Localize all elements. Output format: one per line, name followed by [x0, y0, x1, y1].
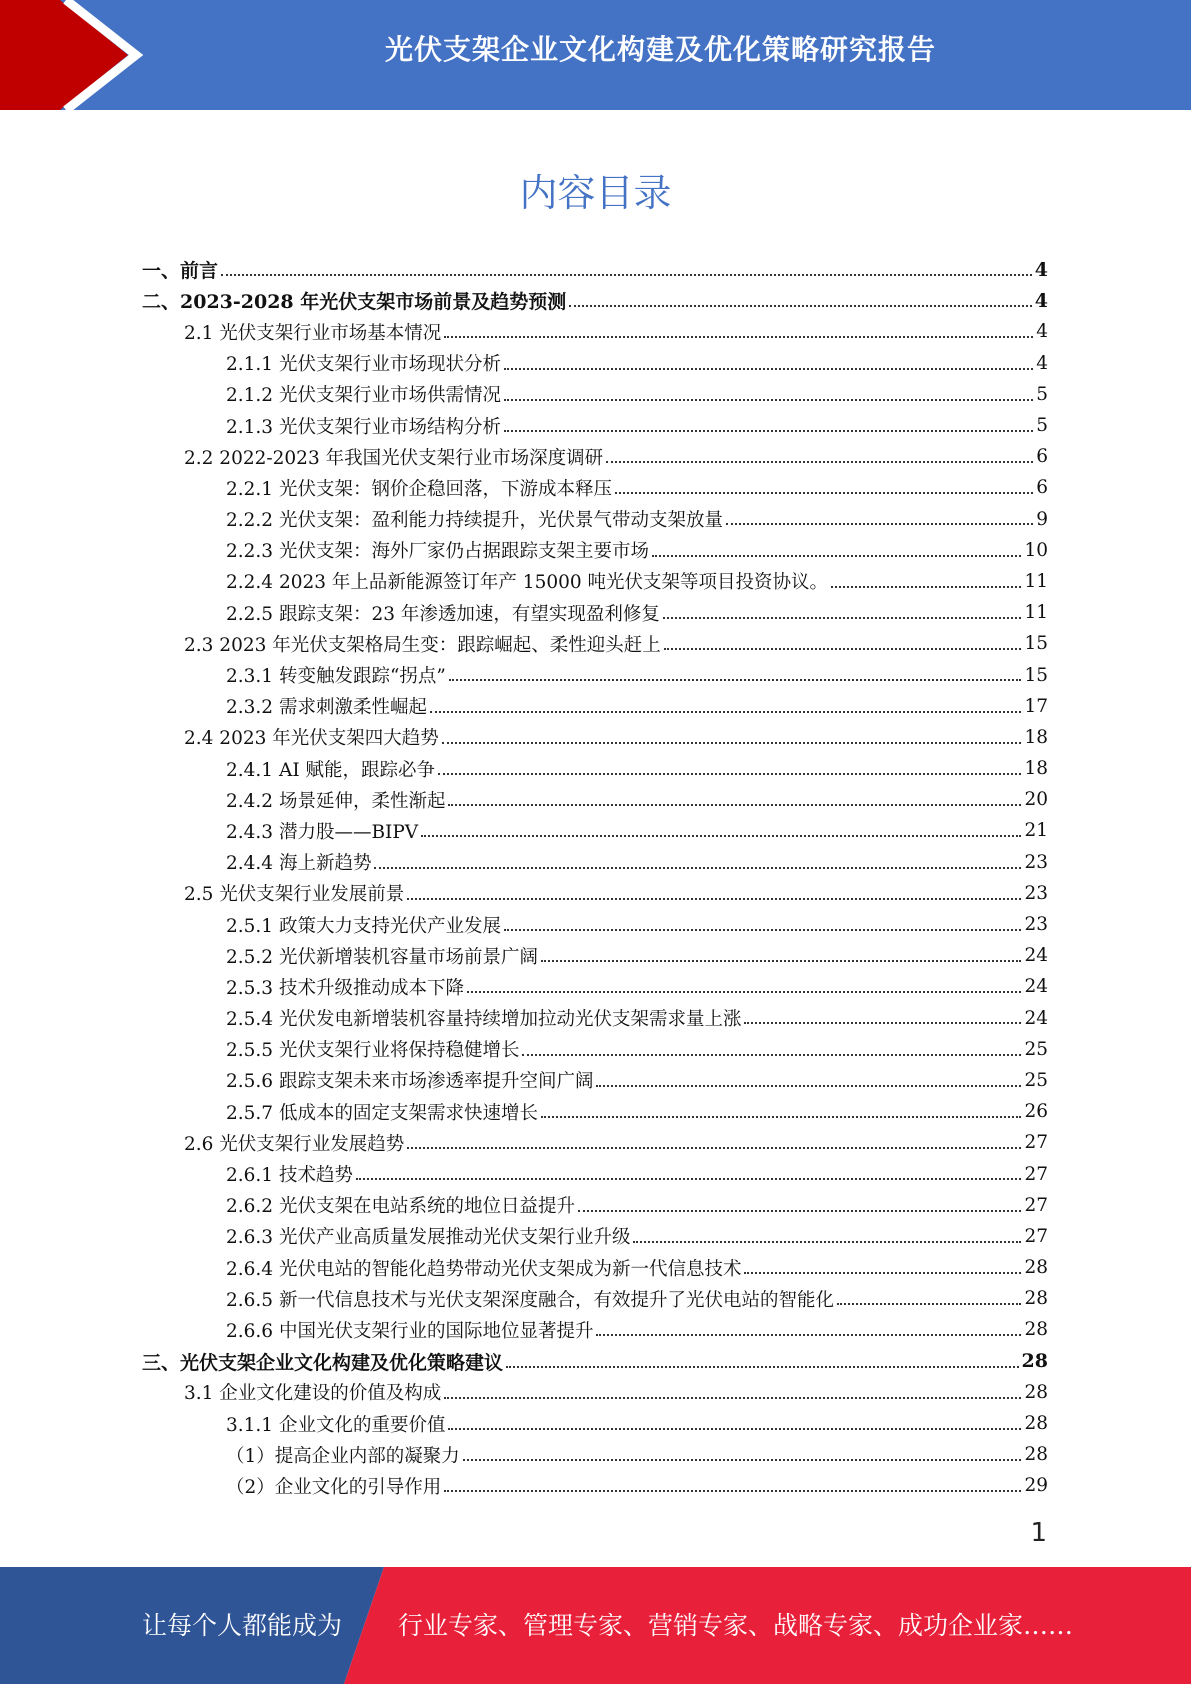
header-banner	[0, 0, 1191, 110]
toc-page-number: 21	[1024, 820, 1048, 842]
toc-entry[interactable]	[142, 316, 1048, 347]
toc-page-number: 5	[1036, 415, 1048, 437]
toc-entry[interactable]	[142, 1221, 1048, 1252]
toc-entry-title: （1）提高企业内部的凝聚力	[226, 1445, 460, 1467]
toc-page-number: 23	[1024, 851, 1048, 873]
toc-entry-title: 2.1.3 光伏支架行业市场结构分析	[226, 416, 501, 438]
footer-slogan-left: 让每个人都能成为	[142, 1611, 343, 1640]
toc-entry[interactable]	[142, 1314, 1048, 1345]
toc-page-number: 9	[1036, 508, 1048, 530]
toc-entry[interactable]	[142, 1065, 1048, 1096]
toc-entry-title: 2.2.5 跟踪支架：23 年渗透加速，有望实现盈利修复	[226, 603, 660, 625]
toc-dot-leader	[522, 1039, 1021, 1056]
toc-entry[interactable]	[142, 1003, 1048, 1034]
toc-page-number: 28	[1024, 1444, 1048, 1466]
toc-entry[interactable]	[142, 379, 1048, 410]
toc-page-number: 24	[1024, 1007, 1048, 1029]
toc-page-number: 6	[1036, 446, 1048, 468]
toc-page-number: 27	[1024, 1163, 1048, 1185]
toc-entry-title: 2.6.5 新一代信息技术与光伏支架深度融合，有效提升了光伏电站的智能化	[226, 1289, 834, 1311]
toc-entry[interactable]	[142, 815, 1048, 846]
toc-entry-title: 2.5.5 光伏支架行业将保持稳健增长	[226, 1040, 520, 1062]
toc-page-number: 17	[1024, 695, 1048, 717]
toc-dot-leader	[831, 571, 1021, 588]
toc-page-number: 24	[1024, 945, 1048, 967]
toc-page-number: 15	[1024, 633, 1048, 655]
toc-page-number: 20	[1024, 789, 1048, 811]
toc-page-number: 25	[1024, 1038, 1048, 1060]
toc-entry-title: 2.5.4 光伏发电新增装机容量持续增加拉动光伏支架需求量上涨	[226, 1009, 742, 1031]
toc-dot-leader	[652, 540, 1021, 557]
toc-dot-leader	[837, 1288, 1021, 1305]
toc-dot-leader	[596, 1070, 1021, 1087]
toc-entry-title: 2.4.2 场景延伸，柔性渐起	[226, 790, 446, 812]
toc-entry[interactable]	[142, 847, 1048, 878]
toc-dot-leader	[726, 509, 1033, 526]
toc-dot-leader	[744, 1257, 1021, 1274]
toc-entry[interactable]	[142, 1377, 1048, 1408]
toc-entry[interactable]	[142, 1158, 1048, 1189]
toc-entry-title: 2.6.2 光伏支架在电站系统的地位日益提升	[226, 1196, 575, 1218]
toc-entry[interactable]	[142, 1190, 1048, 1221]
toc-page-number: 6	[1036, 477, 1048, 499]
toc-entry-title: 一、前言	[142, 260, 219, 283]
toc-dot-leader	[467, 977, 1021, 994]
toc-dot-leader	[578, 1195, 1021, 1212]
toc-entry-title: 2.2.1 光伏支架：钢价企稳回落，下游成本释压	[226, 478, 612, 500]
toc-entry-title: 2.1.2 光伏支架行业市场供需情况	[226, 385, 501, 407]
toc-entry-title: 3.1 企业文化建设的价值及构成	[184, 1383, 442, 1405]
toc-entry-title: 2.2 2022-2023 年我国光伏支架行业市场深度调研	[184, 447, 604, 469]
footer-banner	[0, 1567, 1191, 1684]
toc-page-number: 18	[1024, 758, 1048, 780]
toc-dot-leader	[221, 259, 1032, 276]
toc-dot-leader	[633, 1226, 1021, 1243]
toc-entry-title: 2.3 2023 年光伏支架格局生变：跟踪崛起、柔性迎头赶上	[184, 634, 661, 656]
toc-entry[interactable]	[142, 1034, 1048, 1065]
toc-entry[interactable]	[142, 254, 1048, 285]
toc-entry-title: 2.4.4 海上新趋势	[226, 853, 372, 875]
toc-entry-title: 2.6.4 光伏电站的智能化趋势带动光伏支架成为新一代信息技术	[226, 1258, 742, 1280]
toc-dot-leader	[615, 478, 1033, 495]
toc-entry[interactable]	[142, 1283, 1048, 1314]
toc-entry-title: 2.4 2023 年光伏支架四大趋势	[184, 728, 439, 750]
toc-dot-leader	[444, 322, 1033, 339]
toc-dot-leader	[374, 852, 1021, 869]
toc-entry[interactable]	[142, 410, 1048, 441]
toc-dot-leader	[504, 914, 1021, 931]
toc-entry-title: 2.2.3 光伏支架：海外厂家仍占据跟踪支架主要市场	[226, 541, 649, 563]
toc-entry[interactable]	[142, 971, 1048, 1002]
toc-dot-leader	[506, 1351, 1019, 1368]
toc-entry[interactable]	[142, 1096, 1048, 1127]
toc-entry-title: 2.6.6 中国光伏支架行业的国际地位显著提升	[226, 1320, 594, 1342]
toc-dot-leader	[442, 727, 1022, 744]
toc-page-number: 5	[1036, 383, 1048, 405]
toc-entry[interactable]	[142, 441, 1048, 472]
toc-entry-title: 2.1.1 光伏支架行业市场现状分析	[226, 354, 501, 376]
toc-entry-title: 2.1 光伏支架行业市场基本情况	[184, 322, 442, 344]
toc-entry-title: 2.4.3 潜力股——BIPV	[226, 821, 419, 843]
toc-entry-title: 2.2.2 光伏支架：盈利能力持续提升，光伏景气带动支架放量	[226, 510, 723, 532]
toc-entry-title: 2.6.1 技术趋势	[226, 1165, 353, 1187]
toc-entry-title: 三、光伏支架企业文化构建及优化策略建议	[142, 1351, 504, 1374]
toc-page-number: 4	[1036, 321, 1048, 343]
toc-dot-leader	[504, 384, 1033, 401]
toc-dot-leader	[541, 1101, 1021, 1118]
toc-page-number: 18	[1024, 726, 1048, 748]
toc-page-number: 23	[1024, 914, 1048, 936]
toc-entry-title: 2.3.1 转变触发跟踪“拐点”	[226, 666, 446, 688]
toc-entry-title: 2.5 光伏支架行业发展前景	[184, 884, 405, 906]
toc-dot-leader	[444, 1476, 1021, 1493]
toc-dot-leader	[421, 821, 1021, 838]
toc-entry[interactable]	[142, 784, 1048, 815]
toc-entry[interactable]	[142, 1346, 1048, 1377]
toc-page-number: 25	[1024, 1069, 1048, 1091]
toc-entry[interactable]	[142, 909, 1048, 940]
toc-page-number: 4	[1034, 289, 1048, 312]
toc-entry[interactable]	[142, 1408, 1048, 1439]
toc-page-number: 28	[1024, 1413, 1048, 1435]
toc-entry-title: 2.4.1 AI 赋能，跟踪必争	[226, 759, 436, 781]
toc-dot-leader	[430, 696, 1021, 713]
toc-dot-leader	[504, 353, 1033, 370]
toc-dot-leader	[444, 1382, 1021, 1399]
toc-entry-title: 2.3.2 需求刺激柔性崛起	[226, 697, 427, 719]
toc-dot-leader	[596, 1320, 1021, 1337]
toc-page-number: 27	[1024, 1132, 1048, 1154]
toc-page-number: 4	[1034, 258, 1048, 281]
toc-dot-leader	[744, 1008, 1021, 1025]
toc-entry[interactable]	[142, 1127, 1048, 1158]
toc-entry[interactable]	[142, 1470, 1048, 1501]
toc-entry[interactable]	[142, 472, 1048, 503]
toc-entry-title: 2.2.4 2023 年上品新能源签订年产 15000 吨光伏支架等项目投资协议。	[226, 572, 829, 594]
toc-entry-title: 3.1.1 企业文化的重要价值	[226, 1414, 446, 1436]
toc-entry[interactable]	[142, 348, 1048, 379]
toc-entry[interactable]	[142, 753, 1048, 784]
toc-entry-title: （2）企业文化的引导作用	[226, 1476, 442, 1498]
table-of-contents	[142, 254, 1048, 1502]
toc-entry[interactable]	[142, 597, 1048, 628]
toc-entry-title: 2.5.7 低成本的固定支架需求快速增长	[226, 1102, 538, 1124]
toc-page-number: 4	[1036, 352, 1048, 374]
toc-dot-leader	[448, 1413, 1021, 1430]
report-title: 光伏支架企业文化构建及优化策略研究报告	[384, 33, 936, 66]
footer-slogan-right: 行业专家、管理专家、营销专家、战略专家、成功企业家……	[398, 1611, 1074, 1640]
toc-page-number: 11	[1024, 570, 1048, 592]
toc-dot-leader	[407, 1132, 1021, 1149]
toc-entry-title: 2.6 光伏支架行业发展趋势	[184, 1133, 405, 1155]
toc-dot-leader	[463, 1444, 1022, 1461]
toc-page-number: 28	[1021, 1350, 1048, 1373]
toc-entry-title: 二、2023-2028 年光伏支架市场前景及趋势预测	[142, 291, 567, 314]
toc-entry[interactable]	[142, 285, 1048, 316]
toc-dot-leader	[569, 290, 1032, 307]
toc-page-number: 10	[1024, 539, 1048, 561]
toc-entry[interactable]	[142, 628, 1048, 659]
toc-entry[interactable]	[142, 940, 1048, 971]
toc-dot-leader	[448, 789, 1021, 806]
toc-page-number: 28	[1024, 1319, 1048, 1341]
toc-page-number: 23	[1024, 882, 1048, 904]
toc-page-number: 27	[1024, 1194, 1048, 1216]
toc-page-number: 26	[1024, 1101, 1048, 1123]
toc-entry-title: 2.5.6 跟踪支架未来市场渗透率提升空间广阔	[226, 1071, 594, 1093]
toc-entry[interactable]	[142, 691, 1048, 722]
toc-page-number: 28	[1024, 1257, 1048, 1279]
toc-dot-leader	[606, 446, 1033, 463]
toc-entry-title: 2.5.3 技术升级推动成本下降	[226, 977, 464, 999]
toc-entry[interactable]	[142, 722, 1048, 753]
page-number: 1	[1030, 1518, 1047, 1548]
toc-entry[interactable]	[142, 504, 1048, 535]
toc-page-number: 15	[1024, 664, 1048, 686]
toc-heading: 内容目录	[519, 171, 672, 215]
toc-dot-leader	[663, 602, 1022, 619]
toc-entry[interactable]	[142, 1252, 1048, 1283]
toc-entry[interactable]	[142, 1439, 1048, 1470]
toc-dot-leader	[438, 758, 1021, 775]
toc-page-number: 27	[1024, 1225, 1048, 1247]
toc-dot-leader	[449, 665, 1022, 682]
toc-page-number: 28	[1024, 1288, 1048, 1310]
toc-entry-title: 2.5.1 政策大力支持光伏产业发展	[226, 915, 501, 937]
toc-dot-leader	[541, 945, 1021, 962]
toc-page-number: 29	[1024, 1475, 1048, 1497]
toc-entry[interactable]	[142, 566, 1048, 597]
toc-dot-leader	[356, 1164, 1022, 1181]
toc-dot-leader	[407, 883, 1021, 900]
toc-entry-title: 2.6.3 光伏产业高质量发展推动光伏支架行业升级	[226, 1227, 631, 1249]
toc-page-number: 11	[1024, 602, 1048, 624]
toc-page-number: 24	[1024, 976, 1048, 998]
toc-entry-title: 2.5.2 光伏新增装机容量市场前景广阔	[226, 946, 538, 968]
toc-dot-leader	[664, 633, 1022, 650]
toc-entry[interactable]	[142, 659, 1048, 690]
toc-entry[interactable]	[142, 535, 1048, 566]
toc-entry[interactable]	[142, 878, 1048, 909]
toc-dot-leader	[504, 415, 1033, 432]
toc-page-number: 28	[1024, 1381, 1048, 1403]
